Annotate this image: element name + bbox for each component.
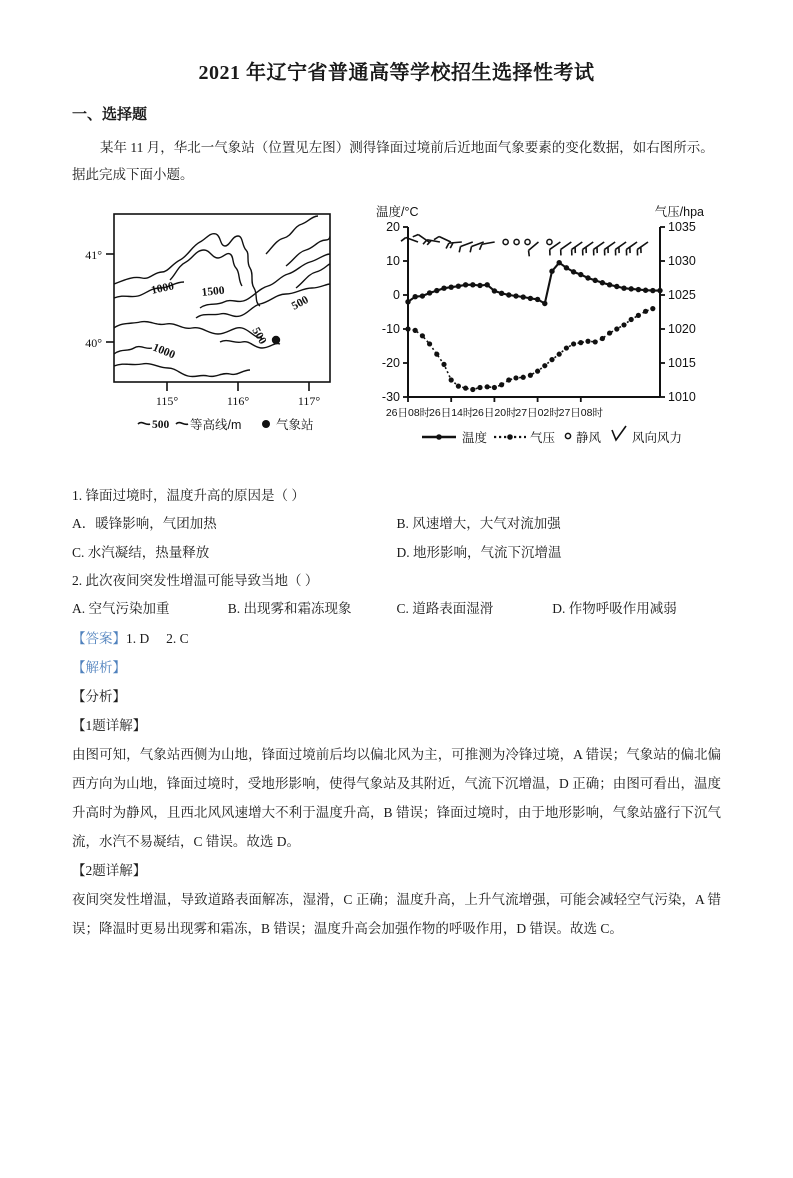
wind-barb-calm xyxy=(503,239,508,244)
q1-detail-tag: 【1题详解】 xyxy=(72,711,721,740)
pressure-point xyxy=(643,309,648,314)
pressure-point xyxy=(492,385,497,390)
q1-option-b[interactable]: B. 风速增大，大气对流加强 xyxy=(397,510,722,538)
chart-xtick-0: 26日08时 xyxy=(386,406,431,419)
temperature-point xyxy=(485,282,490,287)
temperature-point xyxy=(650,288,655,293)
contour-label-1000-north: 1000 xyxy=(150,280,175,297)
pressure-point xyxy=(600,336,605,341)
chart-ytick-left-10: 10 xyxy=(386,254,400,268)
pressure-point xyxy=(585,339,590,344)
pressure-point xyxy=(521,375,526,380)
chart-xtick-1: 26日14时 xyxy=(429,406,474,419)
pressure-point xyxy=(614,326,619,331)
legend-temp-dot-icon xyxy=(436,434,442,440)
meteogram-figure xyxy=(360,194,720,456)
legend-contour-squiggle-right xyxy=(176,423,188,425)
pressure-point xyxy=(636,313,641,318)
pressure-point xyxy=(463,386,468,391)
legend-contour-label: 等高线/m xyxy=(190,417,241,432)
chart-ytick-right-1015: 1015 xyxy=(668,356,696,370)
answer-tag: 【答案】 xyxy=(72,631,126,646)
q1-option-d[interactable]: D. 地形影响，气流下沉增温 xyxy=(397,539,722,567)
pressure-point xyxy=(564,345,569,350)
chart-ytick-right-1010: 1010 xyxy=(668,390,696,404)
temperature-point xyxy=(521,294,526,299)
pressure-point xyxy=(542,363,547,368)
wind-barb xyxy=(594,242,605,255)
chart-wind-barbs xyxy=(401,235,648,257)
figures-row xyxy=(72,194,721,456)
temperature-point xyxy=(456,283,461,288)
answer-block xyxy=(72,624,721,943)
pressure-point xyxy=(549,357,554,362)
chart-tick-marks xyxy=(403,227,665,402)
chart-x-tick-labels xyxy=(386,406,604,419)
chart-legend xyxy=(422,426,682,445)
temperature-point xyxy=(657,288,662,293)
legend-contour-squiggle-left xyxy=(138,423,150,425)
section-heading: 一、选择题 xyxy=(72,103,721,124)
temperature-point xyxy=(492,288,497,293)
questions-block xyxy=(72,482,721,624)
temperature-point xyxy=(441,286,446,291)
pressure-point xyxy=(607,330,612,335)
temperature-point xyxy=(578,272,583,277)
question-1-options-row-1 xyxy=(72,510,721,538)
pressure-point xyxy=(413,328,418,333)
meteogram-svg xyxy=(360,194,720,456)
contour-label-500-mid: 500 xyxy=(249,326,268,347)
question-stem xyxy=(72,134,721,188)
legend-pressure-label: 气压 xyxy=(530,430,556,445)
exam-page xyxy=(0,56,793,1178)
analysis-tag: 【分析】 xyxy=(72,682,721,711)
temperature-point xyxy=(564,265,569,270)
chart-right-tick-labels xyxy=(668,220,696,404)
temperature-point xyxy=(629,286,634,291)
lon-label-115: 115° xyxy=(156,394,179,408)
pressure-point xyxy=(535,369,540,374)
contour-label-1500: 1500 xyxy=(201,285,225,299)
legend-windbarb-icon xyxy=(612,426,626,440)
lon-label-116: 116° xyxy=(227,394,250,408)
temperature-point xyxy=(600,280,605,285)
contour-map-figure xyxy=(80,202,340,452)
pressure-point xyxy=(434,352,439,357)
temperature-point xyxy=(549,269,554,274)
temperature-point xyxy=(636,287,641,292)
temperature-point xyxy=(593,278,598,283)
temperature-point xyxy=(513,293,518,298)
pressure-point xyxy=(449,377,454,382)
wind-barb-calm xyxy=(525,239,530,244)
lon-label-117: 117° xyxy=(298,394,321,408)
temperature-point xyxy=(463,282,468,287)
q2-option-d[interactable]: D. 作物呼吸作用减弱 xyxy=(552,595,721,623)
pressure-point xyxy=(470,387,475,392)
question-1-text: 1. 锋面过境时，温度升高的原因是（ ） xyxy=(72,482,721,510)
wind-barb xyxy=(470,242,484,252)
pressure-point xyxy=(441,362,446,367)
q2-option-c[interactable]: C. 道路表面湿滑 xyxy=(396,595,552,623)
q1-option-a[interactable]: A．暖锋影响，气团加热 xyxy=(72,510,397,538)
wind-barb-calm xyxy=(547,239,552,244)
pressure-point xyxy=(405,326,410,331)
pressure-point xyxy=(477,385,482,390)
q1-detail-text: 由图可知，气象站西侧为山地，锋面过境前后均以偏北风为主，可推测为冷锋过境，A 错误；气象站的偏北偏西方向为山地，锋面过境时，受地形影响，使得气象站及其附近，气流下沉增温，D 正确；由图可看出，温度升高时为静风，且西北风风速增大不利于温度升高，B 错误；锋面过境时，由于地形影响，气象站盛行下沉气流，水汽不易凝结，C 错误。故选 D。 xyxy=(72,740,721,856)
wind-barb xyxy=(626,242,637,255)
temperature-point xyxy=(405,299,410,304)
wind-barb xyxy=(401,238,418,242)
temperature-point xyxy=(420,293,425,298)
wind-barb xyxy=(637,242,648,255)
legend-wind-label: 风向风力 xyxy=(632,430,682,445)
pressure-point xyxy=(578,340,583,345)
legend-pressure-dot-icon xyxy=(507,434,513,440)
temperature-point xyxy=(542,301,547,306)
pressure-point xyxy=(593,339,598,344)
chart-series-pressure xyxy=(405,306,655,392)
wind-barb-calm xyxy=(514,239,519,244)
chart-xtick-4: 27日08时 xyxy=(559,406,604,419)
pressure-point xyxy=(513,375,518,380)
temperature-point xyxy=(470,282,475,287)
chart-ytick-right-1025: 1025 xyxy=(668,288,696,302)
pressure-point xyxy=(528,373,533,378)
chart-ytick-left--20: -20 xyxy=(382,356,400,370)
pressure-point xyxy=(650,306,655,311)
wind-barb xyxy=(446,242,462,248)
legend-station-dot-icon xyxy=(262,420,270,428)
stem-line-2: 据此完成下面小题。 xyxy=(72,167,194,182)
pressure-point xyxy=(629,317,634,322)
temperature-point xyxy=(585,275,590,280)
wind-barb xyxy=(423,240,440,245)
wind-barb xyxy=(615,242,626,255)
answer-line xyxy=(72,624,721,653)
temperature-point xyxy=(557,260,562,265)
q2-option-b[interactable]: B. 出现雾和霜冻现象 xyxy=(228,595,397,623)
pressure-point xyxy=(621,322,626,327)
answer-value: 1. D 2. C xyxy=(126,631,189,646)
chart-xtick-2: 26日20时 xyxy=(472,406,517,419)
pressure-point xyxy=(571,341,576,346)
pressure-point xyxy=(456,384,461,389)
temperature-point xyxy=(499,291,504,296)
wind-barb xyxy=(604,242,615,255)
chart-ytick-right-1030: 1030 xyxy=(668,254,696,268)
pressure-point xyxy=(557,352,562,357)
question-2-text: 2. 此次夜间突发性增温可能导致当地（ ） xyxy=(72,567,721,595)
temperature-point xyxy=(528,296,533,301)
lat-label-41: 41° xyxy=(85,248,102,262)
contour-map-svg xyxy=(80,202,340,452)
stem-line-1: 某年 11 月，华北一气象站（位置见左图）测得锋面过境前后近地面气象要素的变化数据，如右图所示。 xyxy=(100,140,714,155)
wind-barb xyxy=(572,242,583,255)
chart-left-axis-title: 温度/°C xyxy=(376,204,419,219)
q2-option-a[interactable]: A. 空气污染加重 xyxy=(72,595,228,623)
temperature-point xyxy=(434,288,439,293)
pressure-point xyxy=(420,333,425,338)
legend-contour-value: 500 xyxy=(152,419,170,431)
pressure-point xyxy=(499,382,504,387)
chart-ytick-right-1035: 1035 xyxy=(668,220,696,234)
q2-detail-tag: 【2题详解】 xyxy=(72,856,721,885)
explanation-tag: 【解析】 xyxy=(72,653,721,682)
temperature-point xyxy=(413,294,418,299)
lat-label-40: 40° xyxy=(85,336,102,350)
wind-barb xyxy=(583,242,594,255)
temperature-point xyxy=(571,269,576,274)
pressure-point xyxy=(427,341,432,346)
chart-ytick-left-0: 0 xyxy=(393,288,400,302)
chart-series-temperature xyxy=(405,260,662,306)
legend-temp-label: 温度 xyxy=(462,430,488,445)
question-2-options-row xyxy=(72,595,721,623)
pressure-point xyxy=(506,377,511,382)
chart-ytick-left--30: -30 xyxy=(382,390,400,404)
chart-xtick-3: 27日02时 xyxy=(515,406,560,419)
q2-detail-text: 夜间突发性增温，导致道路表面解冻，湿滑，C 正确；温度升高，上升气流增强，可能会减轻空气污染，A 错误；降温时更易出现雾和霜冻，B 错误；温度升高会加强作物的呼吸作用，D 错误。故选 C。 xyxy=(72,885,721,943)
chart-ytick-left--10: -10 xyxy=(382,322,400,336)
temperature-point xyxy=(621,286,626,291)
temperature-point xyxy=(427,290,432,295)
temperature-point xyxy=(506,292,511,297)
contour-label-500-east: 500 xyxy=(290,294,311,313)
chart-right-axis-title: 气压/hpa xyxy=(655,204,704,219)
chart-ytick-right-1020: 1020 xyxy=(668,322,696,336)
temperature-point xyxy=(643,288,648,293)
page-title: 2021 年辽宁省普通高等学校招生选择性考试 xyxy=(72,56,721,85)
chart-ytick-left-20: 20 xyxy=(386,220,400,234)
wind-barb xyxy=(561,242,572,255)
map-legend xyxy=(138,417,314,432)
q1-option-c[interactable]: C. 水汽凝结，热量释放 xyxy=(72,539,397,567)
question-1-options-row-2 xyxy=(72,539,721,567)
temperature-point xyxy=(607,282,612,287)
temperature-line xyxy=(408,263,660,304)
temperature-point xyxy=(614,284,619,289)
legend-calm-circle-icon xyxy=(565,433,570,438)
contour-label-1000-south: 1000 xyxy=(151,342,177,362)
pressure-point xyxy=(485,384,490,389)
temperature-point xyxy=(477,283,482,288)
legend-station-label: 气象站 xyxy=(276,417,314,432)
temperature-point xyxy=(449,284,454,289)
weather-station-marker xyxy=(272,336,280,344)
temperature-point xyxy=(535,297,540,302)
chart-left-tick-labels xyxy=(382,220,400,404)
legend-calm-label: 静风 xyxy=(576,430,602,445)
